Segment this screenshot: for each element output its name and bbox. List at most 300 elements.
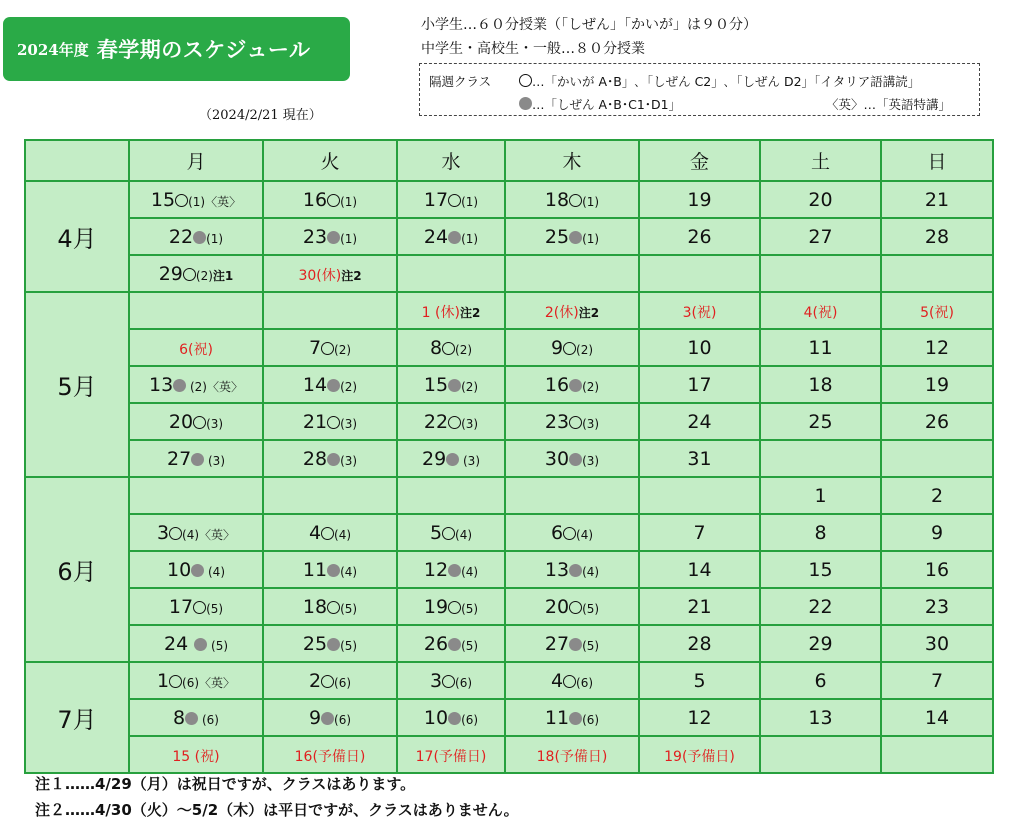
- open-circle-icon: [321, 342, 334, 355]
- day-number: 19: [924, 373, 950, 396]
- day-number: 4: [550, 669, 564, 692]
- day-number: 10: [423, 706, 449, 729]
- day-cell: [129, 625, 263, 662]
- class-number: (2): [195, 268, 213, 283]
- footnote-2: 注２……4/30（火）～5/2（木）は平日ですが、クラスはありません。: [35, 801, 519, 819]
- filled-circle-icon: [327, 231, 340, 244]
- day-cell: [263, 366, 397, 403]
- day-number: 5: [429, 521, 443, 544]
- day-cell: [760, 292, 881, 329]
- day-number: 29: [808, 632, 833, 655]
- filled-circle-icon: [569, 453, 582, 466]
- day-cell: [760, 477, 881, 514]
- calendar-body: [25, 181, 993, 773]
- day-number: 9: [308, 706, 322, 729]
- open-circle-icon: [193, 416, 206, 429]
- filled-circle-icon: [327, 564, 340, 577]
- class-number: (6): [576, 675, 594, 690]
- day-cell: [129, 329, 263, 366]
- day-number: 14: [687, 558, 712, 581]
- day-number: 25: [302, 632, 328, 655]
- holiday-label: 17(予備日): [415, 748, 487, 765]
- day-number: 1: [156, 669, 170, 692]
- day-cell: [760, 551, 881, 588]
- holiday-label: 2(休): [544, 304, 579, 321]
- class-number: (2): [582, 379, 600, 394]
- day-cell: [263, 736, 397, 773]
- day-cell: [881, 699, 993, 736]
- class-number: (2): [461, 379, 479, 394]
- day-number: 11: [302, 558, 328, 581]
- day-number: 5: [693, 669, 706, 692]
- day-cell: [397, 292, 505, 329]
- day-cell: [639, 255, 760, 292]
- note-ref: 注2: [578, 305, 600, 320]
- day-number: 31: [687, 447, 712, 470]
- class-number: (5): [207, 638, 229, 653]
- day-cell: [129, 736, 263, 773]
- day-cell: [397, 625, 505, 662]
- calendar-week-row: [25, 699, 993, 736]
- day-number: 18: [302, 595, 328, 618]
- day-cell: [639, 292, 760, 329]
- open-circle-icon: [563, 675, 576, 688]
- filled-circle-icon: [448, 231, 461, 244]
- day-cell: [129, 588, 263, 625]
- class-number: (6): [198, 712, 219, 727]
- open-circle-icon: [169, 527, 182, 540]
- calendar-week-row: [25, 403, 993, 440]
- day-number: 4: [308, 521, 322, 544]
- day-number: 30: [544, 447, 570, 470]
- open-circle-icon: [169, 675, 182, 688]
- filled-circle-icon: [327, 379, 340, 392]
- day-number: 2: [308, 669, 322, 692]
- legend-english-text: 〈英〉…「英語特講」: [826, 97, 952, 112]
- open-circle-icon: [327, 601, 340, 614]
- day-cell: [639, 514, 760, 551]
- class-number: (1)〈英〉: [188, 194, 242, 209]
- day-cell: [263, 662, 397, 699]
- legend-open-row: [519, 72, 920, 90]
- day-number: 26: [924, 410, 950, 433]
- day-number: 9: [930, 521, 944, 544]
- day-cell: [505, 218, 639, 255]
- legend-box: [419, 63, 980, 116]
- day-cell: [505, 699, 639, 736]
- day-cell: [129, 662, 263, 699]
- class-number: (4): [204, 564, 225, 579]
- class-number: (1): [582, 231, 600, 246]
- calendar-week-row: [25, 329, 993, 366]
- day-cell: [397, 514, 505, 551]
- day-number: 8: [814, 521, 827, 544]
- title-badge: [3, 17, 350, 81]
- day-number: 17: [423, 188, 449, 211]
- holiday-label: 15 (祝): [172, 748, 220, 765]
- filled-circle-icon: [569, 231, 582, 244]
- month-label: 5月: [25, 292, 129, 477]
- day-cell: [760, 588, 881, 625]
- day-cell: [397, 181, 505, 218]
- day-number: 14: [924, 706, 950, 729]
- day-number: 24: [423, 225, 449, 248]
- day-cell: [397, 588, 505, 625]
- filled-circle-icon: [194, 638, 207, 651]
- day-number: 26: [687, 225, 712, 248]
- note-ref: 注2: [459, 305, 481, 320]
- page-title: 春学期のスケジュール: [96, 38, 311, 62]
- weekday-header: 火: [263, 140, 397, 181]
- day-cell: [881, 514, 993, 551]
- calendar-week-row: [25, 292, 993, 329]
- day-cell: [505, 625, 639, 662]
- open-circle-icon: [519, 74, 532, 87]
- open-circle-icon: [448, 601, 461, 614]
- day-number: 6: [550, 521, 564, 544]
- class-number: (1): [340, 194, 358, 209]
- filled-circle-icon: [569, 638, 582, 651]
- class-number: (6): [334, 675, 352, 690]
- class-number: (1): [582, 194, 600, 209]
- day-cell: [760, 625, 881, 662]
- month-label: 6月: [25, 477, 129, 662]
- day-number: 16: [302, 188, 328, 211]
- day-number: 15: [423, 373, 449, 396]
- calendar-week-row: [25, 588, 993, 625]
- day-number: 20: [544, 595, 570, 618]
- class-number: (2): [334, 342, 352, 357]
- day-cell: [881, 366, 993, 403]
- class-number: (2): [576, 342, 594, 357]
- day-cell: [760, 366, 881, 403]
- open-circle-icon: [563, 527, 576, 540]
- class-number: (6): [334, 712, 352, 727]
- day-cell: [881, 181, 993, 218]
- filled-circle-icon: [519, 97, 532, 110]
- day-number: 7: [930, 669, 944, 692]
- day-cell: [505, 403, 639, 440]
- day-cell: [397, 255, 505, 292]
- day-cell: [760, 699, 881, 736]
- day-number: 25: [808, 410, 833, 433]
- calendar-week-row: [25, 181, 993, 218]
- day-number: 10: [687, 336, 712, 359]
- holiday-label: 1 (休): [421, 304, 460, 321]
- day-cell: [397, 329, 505, 366]
- day-cell: [129, 403, 263, 440]
- day-cell: [397, 477, 505, 514]
- calendar-week-row: [25, 218, 993, 255]
- day-cell: [881, 588, 993, 625]
- day-cell: [639, 403, 760, 440]
- class-number: (1): [461, 231, 479, 246]
- calendar-week-row: [25, 551, 993, 588]
- weekday-header-row: [25, 140, 993, 181]
- day-cell: [639, 588, 760, 625]
- day-number: 28: [302, 447, 328, 470]
- day-number: 3: [429, 669, 443, 692]
- class-number: (1): [206, 231, 224, 246]
- day-cell: [129, 366, 263, 403]
- class-number: (4)〈英〉: [182, 527, 236, 542]
- class-number: (6)〈英〉: [182, 675, 236, 690]
- filled-circle-icon: [191, 564, 204, 577]
- legend-filled-row: [519, 95, 681, 113]
- day-cell: [639, 662, 760, 699]
- month-label: 4月: [25, 181, 129, 292]
- day-number: 27: [544, 632, 570, 655]
- day-number: 13: [544, 558, 570, 581]
- day-cell: [505, 292, 639, 329]
- class-number: (4): [582, 564, 600, 579]
- day-number: 9: [550, 336, 564, 359]
- note-elementary: 小学生…６０分授業（「しぜん」「かいが」は９０分）: [421, 17, 757, 33]
- weekday-header: 木: [505, 140, 639, 181]
- day-cell: [263, 477, 397, 514]
- open-circle-icon: [569, 416, 582, 429]
- day-number: 13: [148, 373, 174, 396]
- day-number: 2: [930, 484, 944, 507]
- day-number: 26: [423, 632, 449, 655]
- day-cell: [639, 440, 760, 477]
- day-cell: [397, 551, 505, 588]
- schedule-calendar: [24, 139, 994, 774]
- class-number: (5): [461, 601, 479, 616]
- day-number: 16: [544, 373, 570, 396]
- day-number: 12: [423, 558, 449, 581]
- day-cell: [639, 736, 760, 773]
- day-number: 23: [544, 410, 570, 433]
- day-cell: [263, 218, 397, 255]
- open-circle-icon: [327, 194, 340, 207]
- class-number: (4): [455, 527, 473, 542]
- day-number: 17: [168, 595, 194, 618]
- day-cell: [263, 403, 397, 440]
- class-number: (3): [461, 416, 479, 431]
- day-number: 20: [168, 410, 194, 433]
- legend-open-text: …「かいが A･B」､「しぜん C2」､「しぜん D2」「イタリア語講読」: [532, 74, 921, 89]
- class-number: (3): [340, 453, 358, 468]
- class-number: (3): [582, 453, 600, 468]
- class-number: (5): [582, 638, 600, 653]
- day-number: 22: [423, 410, 449, 433]
- day-cell: [639, 477, 760, 514]
- day-cell: [505, 255, 639, 292]
- day-cell: [639, 181, 760, 218]
- day-number: 12: [924, 336, 950, 359]
- day-cell: [263, 440, 397, 477]
- day-number: 19: [423, 595, 449, 618]
- open-circle-icon: [569, 601, 582, 614]
- filled-circle-icon: [448, 638, 461, 651]
- day-cell: [639, 329, 760, 366]
- weekday-header: 月: [129, 140, 263, 181]
- calendar-week-row: [25, 625, 993, 662]
- weekday-header: 水: [397, 140, 505, 181]
- day-cell: [129, 255, 263, 292]
- as-of-date: （2024/2/21 現在）: [199, 108, 322, 123]
- day-cell: [881, 329, 993, 366]
- day-cell: [760, 255, 881, 292]
- day-cell: [505, 736, 639, 773]
- filled-circle-icon: [191, 453, 204, 466]
- day-cell: [760, 736, 881, 773]
- day-cell: [129, 440, 263, 477]
- day-cell: [760, 329, 881, 366]
- day-cell: [881, 403, 993, 440]
- class-number: (1): [340, 231, 358, 246]
- day-cell: [505, 551, 639, 588]
- day-number: 23: [302, 225, 328, 248]
- holiday-label: 19(予備日): [664, 748, 735, 765]
- day-number: 15: [808, 558, 833, 581]
- class-number: (5): [206, 601, 224, 616]
- class-number: (3): [459, 453, 480, 468]
- day-cell: [881, 477, 993, 514]
- open-circle-icon: [442, 675, 455, 688]
- filled-circle-icon: [448, 379, 461, 392]
- weekday-header: 日: [881, 140, 993, 181]
- class-number: (5): [340, 638, 358, 653]
- day-number: 10: [167, 558, 192, 581]
- day-number: 18: [808, 373, 833, 396]
- legend-filled-text: …「しぜん A･B･C1･D1」: [532, 97, 682, 112]
- day-number: 11: [544, 706, 570, 729]
- note-secondary: 中学生・高校生・一般…８０分授業: [421, 41, 645, 57]
- day-cell: [760, 218, 881, 255]
- day-cell: [639, 625, 760, 662]
- class-number: (3): [204, 453, 225, 468]
- calendar-week-row: [25, 440, 993, 477]
- day-number: 17: [687, 373, 712, 396]
- class-number: (5): [461, 638, 479, 653]
- class-number: (2)〈英〉: [186, 379, 243, 394]
- holiday-label: 30(休): [298, 267, 342, 284]
- day-number: 20: [808, 188, 833, 211]
- day-number: 22: [808, 595, 833, 618]
- open-circle-icon: [448, 194, 461, 207]
- holiday-label: 5(祝): [920, 304, 954, 321]
- day-cell: [129, 699, 263, 736]
- legend-label: 隔週クラス: [429, 74, 492, 89]
- holiday-label: 6(祝): [179, 341, 213, 358]
- day-number: 30: [924, 632, 950, 655]
- day-number: 24: [687, 410, 712, 433]
- day-number: 12: [687, 706, 712, 729]
- day-cell: [263, 181, 397, 218]
- day-cell: [760, 514, 881, 551]
- day-number: 27: [808, 225, 833, 248]
- class-number: (3): [582, 416, 600, 431]
- day-number: 19: [687, 188, 712, 211]
- class-number: (4): [576, 527, 594, 542]
- day-cell: [505, 662, 639, 699]
- day-cell: [881, 551, 993, 588]
- holiday-label: 16(予備日): [294, 748, 366, 765]
- day-number: 28: [924, 225, 950, 248]
- open-circle-icon: [321, 675, 334, 688]
- day-cell: [881, 736, 993, 773]
- day-number: 29: [158, 262, 183, 285]
- day-number: 22: [168, 225, 194, 248]
- class-number: (5): [582, 601, 600, 616]
- open-circle-icon: [442, 342, 455, 355]
- day-number: 8: [429, 336, 443, 359]
- note-ref: 注2: [341, 268, 362, 283]
- open-circle-icon: [569, 194, 582, 207]
- day-number: 25: [544, 225, 570, 248]
- day-cell: [263, 699, 397, 736]
- open-circle-icon: [175, 194, 188, 207]
- day-number: 29: [422, 447, 447, 470]
- day-cell: [129, 218, 263, 255]
- day-cell: [760, 403, 881, 440]
- day-number: 1: [814, 484, 827, 507]
- class-number: (5): [340, 601, 358, 616]
- filled-circle-icon: [321, 712, 334, 725]
- title-year: 2024年度: [17, 40, 89, 59]
- day-cell: [639, 218, 760, 255]
- open-circle-icon: [563, 342, 576, 355]
- note-ref: 注1: [212, 268, 234, 283]
- day-cell: [397, 403, 505, 440]
- open-circle-icon: [321, 527, 334, 540]
- day-cell: [505, 588, 639, 625]
- day-number: 7: [693, 521, 706, 544]
- day-cell: [263, 625, 397, 662]
- day-number: 21: [302, 410, 328, 433]
- day-cell: [263, 514, 397, 551]
- open-circle-icon: [327, 416, 340, 429]
- day-cell: [263, 329, 397, 366]
- day-cell: [129, 514, 263, 551]
- class-number: (3): [206, 416, 224, 431]
- day-cell: [397, 699, 505, 736]
- holiday-label: 18(予備日): [536, 748, 608, 765]
- filled-circle-icon: [569, 712, 582, 725]
- class-number: (2): [455, 342, 473, 357]
- class-number: (6): [582, 712, 600, 727]
- day-cell: [505, 366, 639, 403]
- day-number: 28: [687, 632, 712, 655]
- day-cell: [129, 477, 263, 514]
- holiday-label: 4(祝): [803, 304, 838, 321]
- open-circle-icon: [448, 416, 461, 429]
- day-cell: [263, 588, 397, 625]
- day-cell: [881, 218, 993, 255]
- filled-circle-icon: [448, 564, 461, 577]
- day-number: 15: [150, 188, 176, 211]
- holiday-label: 3(祝): [682, 304, 717, 321]
- class-number: (4): [461, 564, 479, 579]
- open-circle-icon: [193, 601, 206, 614]
- filled-circle-icon: [327, 638, 340, 651]
- day-cell: [505, 477, 639, 514]
- day-number: 3: [156, 521, 170, 544]
- class-number: (1): [461, 194, 479, 209]
- day-number: 16: [924, 558, 950, 581]
- day-cell: [397, 366, 505, 403]
- filled-circle-icon: [193, 231, 206, 244]
- day-number: 8: [173, 706, 186, 729]
- filled-circle-icon: [327, 453, 340, 466]
- day-number: 21: [687, 595, 712, 618]
- day-cell: [505, 329, 639, 366]
- day-cell: [881, 440, 993, 477]
- class-number: (6): [461, 712, 479, 727]
- day-cell: [397, 218, 505, 255]
